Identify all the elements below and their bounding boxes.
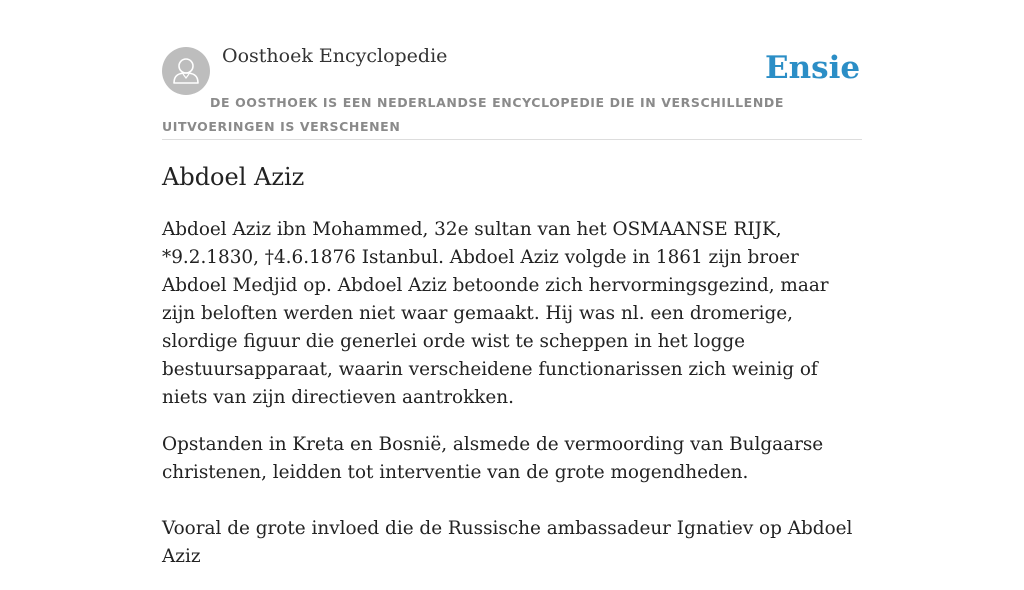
article-title: Abdoel Aziz bbox=[162, 163, 305, 191]
article-paragraph: Abdoel Aziz ibn Mohammed, 32e sultan van het OSMAANSE RIJK, *9.2.1830, †4.6.1876 Istanbul. Abdoel Aziz volgde in 1861 zijn broer Abdoel Medjid op. Abdoel Aziz betoonde zich hervormingsgezind, maar zijn beloften werden niet waar gemaakt. Hij was nl. een dromerige, slordige figuur die generlei orde wist te scheppen in het logge bestuursapparaat, waarin verscheidene functionarissen zich weinig of niets van zijn directieven aantrokken. bbox=[162, 219, 829, 408]
brand-logo[interactable]: Ensie bbox=[765, 50, 861, 86]
article-paragraph: Opstanden in Kreta en Bosnië, alsmede de vermoording van Bulgaarse christenen, leidden tot interventie van de grote mogendheden. bbox=[162, 434, 824, 483]
source-title[interactable]: Oosthoek Encyclopedie bbox=[222, 45, 448, 67]
user-avatar-icon bbox=[162, 47, 210, 95]
header-divider bbox=[162, 139, 862, 140]
source-description: DE OOSTHOEK IS EEN NEDERLANDSE ENCYCLOPEDIE DIE IN VERSCHILLENDE UITVOERINGEN IS VERSCHENEN bbox=[162, 95, 784, 134]
source-avatar[interactable] bbox=[162, 47, 210, 95]
article-body bbox=[162, 216, 862, 590]
article-paragraph: Vooral de grote invloed die de Russische ambassadeur Ignatiev op Abdoel Aziz bbox=[162, 518, 853, 567]
